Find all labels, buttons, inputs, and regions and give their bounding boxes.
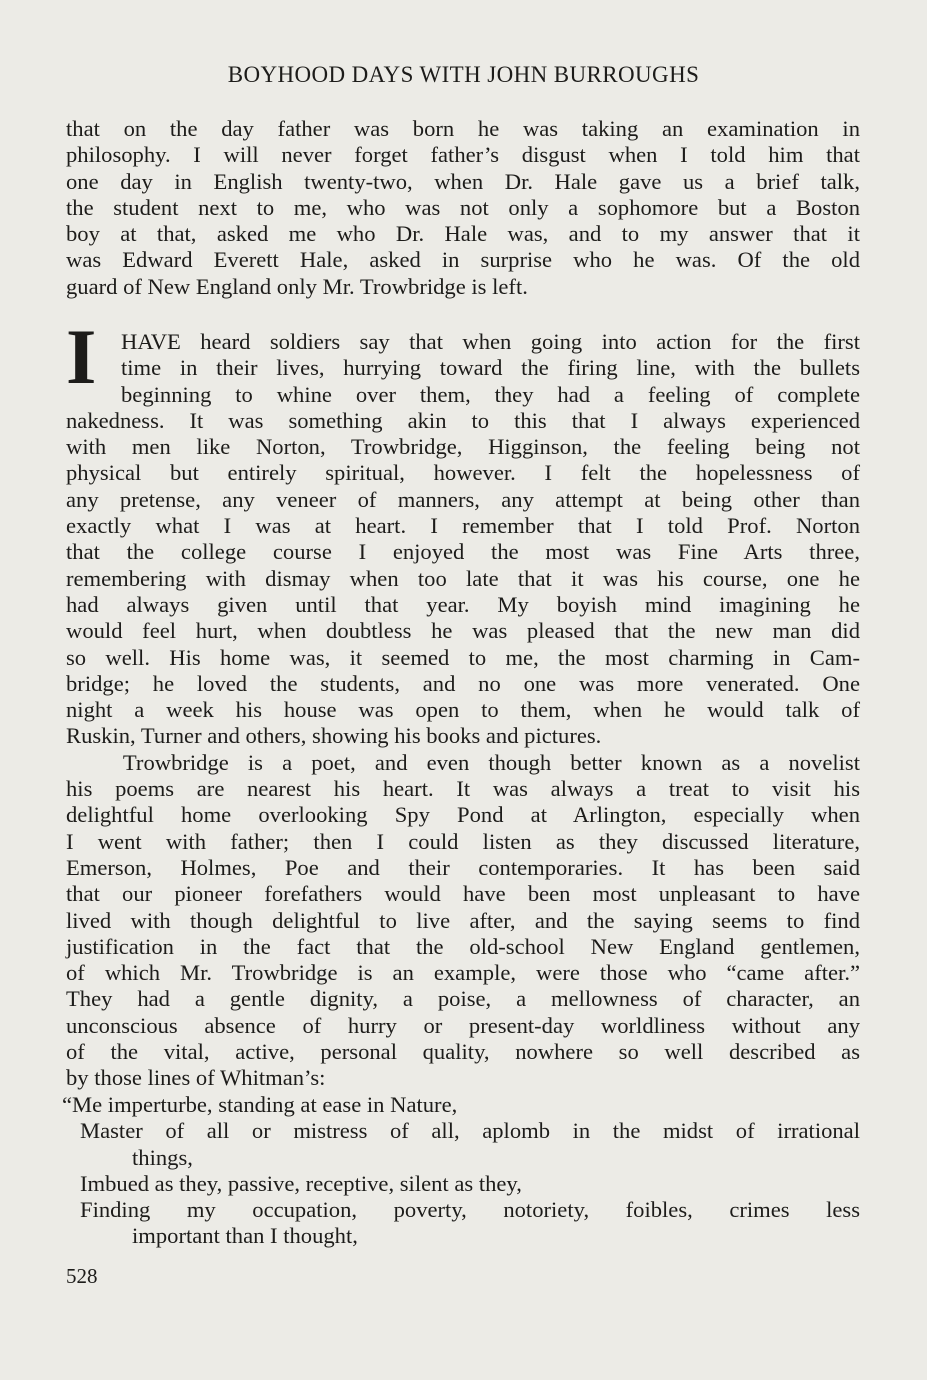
text-line: bridge; he loved the students, and no one was more venerated. One [66, 670, 860, 696]
text-line: by those lines of Whitman’s: [66, 1065, 326, 1091]
text-line: any pretense, any veneer of manners, any attempt at being other than [66, 486, 860, 512]
text-line: of the vital, active, personal quality, nowhere so well described as [66, 1039, 860, 1065]
text-line: justification in the fact that the old-school New England gentlemen, [66, 933, 860, 959]
text-line: Trowbridge is a poet, and even though better known as a novelist [66, 749, 860, 775]
text-line: lived with though delightful to live after, and the saying seems to find [66, 907, 860, 933]
drop-cap: I [66, 313, 97, 400]
text-line: of which Mr. Trowbridge is an example, were those who “came after.” [66, 960, 860, 986]
text-line: unconscious absence of hurry or present-day worldliness without any [66, 1012, 860, 1038]
text-line: philosophy. I will never forget father’s disgust when I told him that [66, 142, 860, 168]
text-line: Emerson, Holmes, Poe and their contemporaries. It has been said [66, 854, 860, 880]
text-line: night a week his house was open to them, when he would talk of [66, 697, 860, 723]
text-line: guard of New England only Mr. Trowbridge is left. [66, 273, 528, 299]
text-line: Ruskin, Turner and others, showing his books and pictures. [66, 723, 602, 749]
text-line: was Edward Everett Hale, asked in surprise who he was. Of the old [66, 247, 860, 273]
text-line: the student next to me, who was not only a sophomore but a Boston [66, 194, 860, 220]
text-line: had always given until that year. My boyish mind imagining he [66, 591, 860, 617]
text-line: delightful home overlooking Spy Pond at Arlington, especially when [66, 802, 860, 828]
poem-line: Master of all or mistress of all, aplomb in the midst of irrational [80, 1118, 860, 1144]
text-line: HAVE heard soldiers say that when going into action for the first [121, 329, 860, 354]
poem-line: “Me imperturbe, standing at ease in Nature, [62, 1092, 458, 1117]
text-line: would feel hurt, when doubtless he was pleased that the new man did [66, 618, 860, 644]
text-line: time in their lives, hurrying toward the firing line, with the bullets [121, 355, 860, 381]
text-line: exactly what I was at heart. I remember that I told Prof. Norton [66, 513, 860, 539]
text-line: with men like Norton, Trowbridge, Higginson, the feeling being not [66, 434, 860, 460]
text-line: that the college course I enjoyed the most was Fine Arts three, [66, 539, 860, 565]
text-line: beginning to whine over them, they had a feeling of complete [121, 381, 860, 407]
text-line: his poems are nearest his heart. It was always a treat to visit his [66, 776, 860, 802]
text-line: boy at that, asked me who Dr. Hale was, and to my answer that it [66, 221, 860, 247]
text-line: one day in English twenty-two, when Dr. Hale gave us a brief talk, [66, 168, 860, 194]
page-number: 528 [66, 1264, 98, 1288]
paragraph-1 [66, 116, 860, 300]
poem-line: important than I thought, [132, 1223, 358, 1249]
text-line: I went with father; then I could listen as they discussed literature, [66, 828, 860, 854]
text-line: that on the day father was born he was taking an examination in [66, 116, 860, 141]
running-head: BOYHOOD DAYS WITH JOHN BURROUGHS [227, 62, 700, 87]
text-line: that our pioneer forefathers would have been most unpleasant to have [66, 881, 860, 907]
poem-line: Finding my occupation, poverty, notoriety, foibles, crimes less [80, 1197, 860, 1223]
text-line: remembering with dismay when too late that it was his course, one he [66, 565, 860, 591]
text-line: physical but entirely spiritual, however. I felt the hopelessness of [66, 460, 860, 486]
paragraph-2 [66, 313, 860, 1092]
poem-quotation [62, 1092, 860, 1250]
text-line: nakedness. It was something akin to this that I always experienced [66, 407, 860, 433]
text-line: so well. His home was, it seemed to me, the most charming in Cam- [66, 644, 860, 670]
poem-line: Imbued as they, passive, receptive, silent as they, [80, 1170, 522, 1196]
poem-line: things, [132, 1144, 193, 1170]
text-line: They had a gentle dignity, a poise, a mellowness of character, an [66, 986, 860, 1012]
